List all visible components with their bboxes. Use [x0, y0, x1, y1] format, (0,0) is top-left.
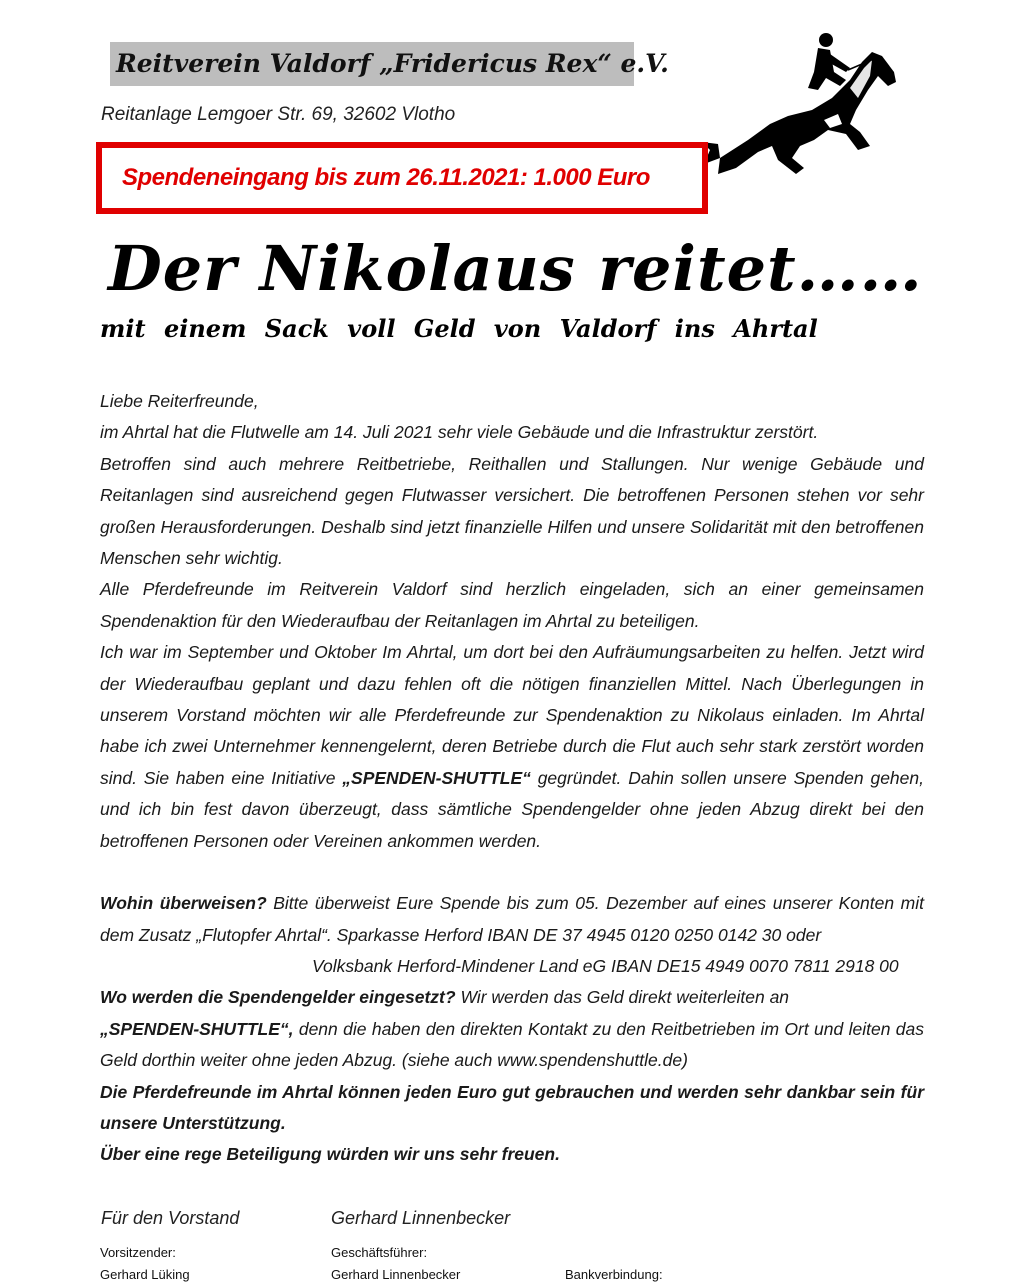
closing-participation: Über eine rege Beteiligung würden wir uns sehr freuen.	[100, 1144, 560, 1165]
donation-status-box	[96, 142, 708, 214]
closing-thanks: Die Pferdefreunde im Ahrtal können jeden Euro gut gebrauchen und werden sehr dankbar sein für unsere Unterstützung.	[100, 1081, 924, 1133]
transfer-question: Wohin überweisen?	[100, 893, 267, 914]
paragraph-flood: im Ahrtal hat die Flutwelle am 14. Juli 2021 sehr viele Gebäude und die Infrastruktur zerstört.	[100, 422, 819, 443]
usage-question: Wo werden die Spendengelder eingesetzt?	[100, 987, 456, 1008]
paragraph-damage: Betroffen sind auch mehrere Reitbetriebe, Reithallen und Stallungen. Nur wenige Gebäude und Reitanlagen sind ausreichend gegen Flutwasser versichert. Die betroffenen Personen stehen vor sehr großen Herausforderungen. Deshalb sind jetzt finanzielle Hilfen und unsere Solidarität mit den betroffenen Menschen sehr wichtig.	[100, 453, 924, 569]
chair-name: Gerhard Lüking	[100, 1267, 190, 1282]
paragraph-initiative-text-2: gegründet. Dahin sollen unsere Spenden gehen, und ich bin fest davon überzeugt, dass sämtliche Spendengelder ohne jeden Abzug direkt bei den betroffenen Personen oder Vereinen ankommen werden.	[100, 767, 924, 851]
paragraph-invitation: Alle Pferdefreunde im Reitverein Valdorf sind herzlich eingeladen, sich an einer gemeinsamen Spendenaktion für den Wiederaufbau der Reitanlagen im Ahrtal zu beteiligen.	[100, 579, 924, 631]
board-label: Für den Vorstand	[101, 1208, 240, 1228]
transfer-text: Bitte überweist Eure Spende bis zum 05. Dezember auf eines unserer Konten mit dem Zusatz „Flutopfer Ahrtal“. Sparkasse Herford IBAN DE 37 4945 0120 0250 0142 30 oder	[100, 893, 924, 945]
donation-status-text: Spendeneingang bis zum 26.11.2021: 1.000 Euro	[122, 164, 650, 191]
usage-text: Wir werden das Geld direkt weiterleiten an	[455, 987, 790, 1008]
main-title: Der Nikolaus reitet……	[108, 232, 923, 305]
letter-body	[100, 386, 924, 1171]
spenden-shuttle-name-2: „SPENDEN-SHUTTLE“,	[100, 1018, 294, 1039]
usage-text-2: denn die haben den direkten Kontakt zu den Reitbetrieben im Ort und leiten das Geld dorthin weiter ohne jeden Abzug. (siehe auch www.spendenshuttle.de)	[100, 1018, 924, 1071]
transfer-info	[100, 888, 924, 951]
club-address: Reitanlage Lemgoer Str. 69, 32602 Vlotho	[101, 104, 456, 125]
signer-name: Gerhard Linnenbecker	[331, 1208, 511, 1228]
spenden-shuttle-name: „SPENDEN-SHUTTLE“	[342, 767, 531, 788]
manager-label: Geschäftsführer:	[331, 1245, 428, 1260]
bank-account-2: Volksbank Herford-Mindener Land eG IBAN DE15 4949 0070 7811 2918 00	[312, 955, 899, 976]
greeting: Liebe Reiterfreunde,	[100, 391, 259, 411]
bank-label: Bankverbindung:	[565, 1267, 663, 1282]
manager-name: Gerhard Linnenbecker	[331, 1267, 461, 1282]
show-jumping-horse-rider-icon	[700, 28, 900, 178]
club-name: Reitverein Valdorf „Fridericus Rex“ e.V.	[110, 42, 634, 86]
subtitle: mit einem Sack voll Geld von Valdorf ins Ahrtal	[100, 314, 818, 343]
usage-info	[100, 982, 924, 1076]
paragraph-initiative-text: Ich war im September und Oktober Im Ahrtal, um dort bei den Aufräumungsarbeiten zu helfen. Jetzt wird der Wiederaufbau geplant und dazu fehlen oft die nötigen finanziellen Mittel. Nach Überlegungen in unserem Vorstand möchten wir alle Pferdefreunde zur Spendenaktion zu Nikolaus einladen. Im Ahrtal habe ich zwei Unternehmer kennengelernt, deren Betriebe durch die Flut auch sehr stark zerstört worden sind. Sie haben eine Initiative	[100, 642, 924, 788]
chair-label: Vorsitzender:	[100, 1245, 176, 1260]
paragraph-initiative	[100, 637, 924, 857]
